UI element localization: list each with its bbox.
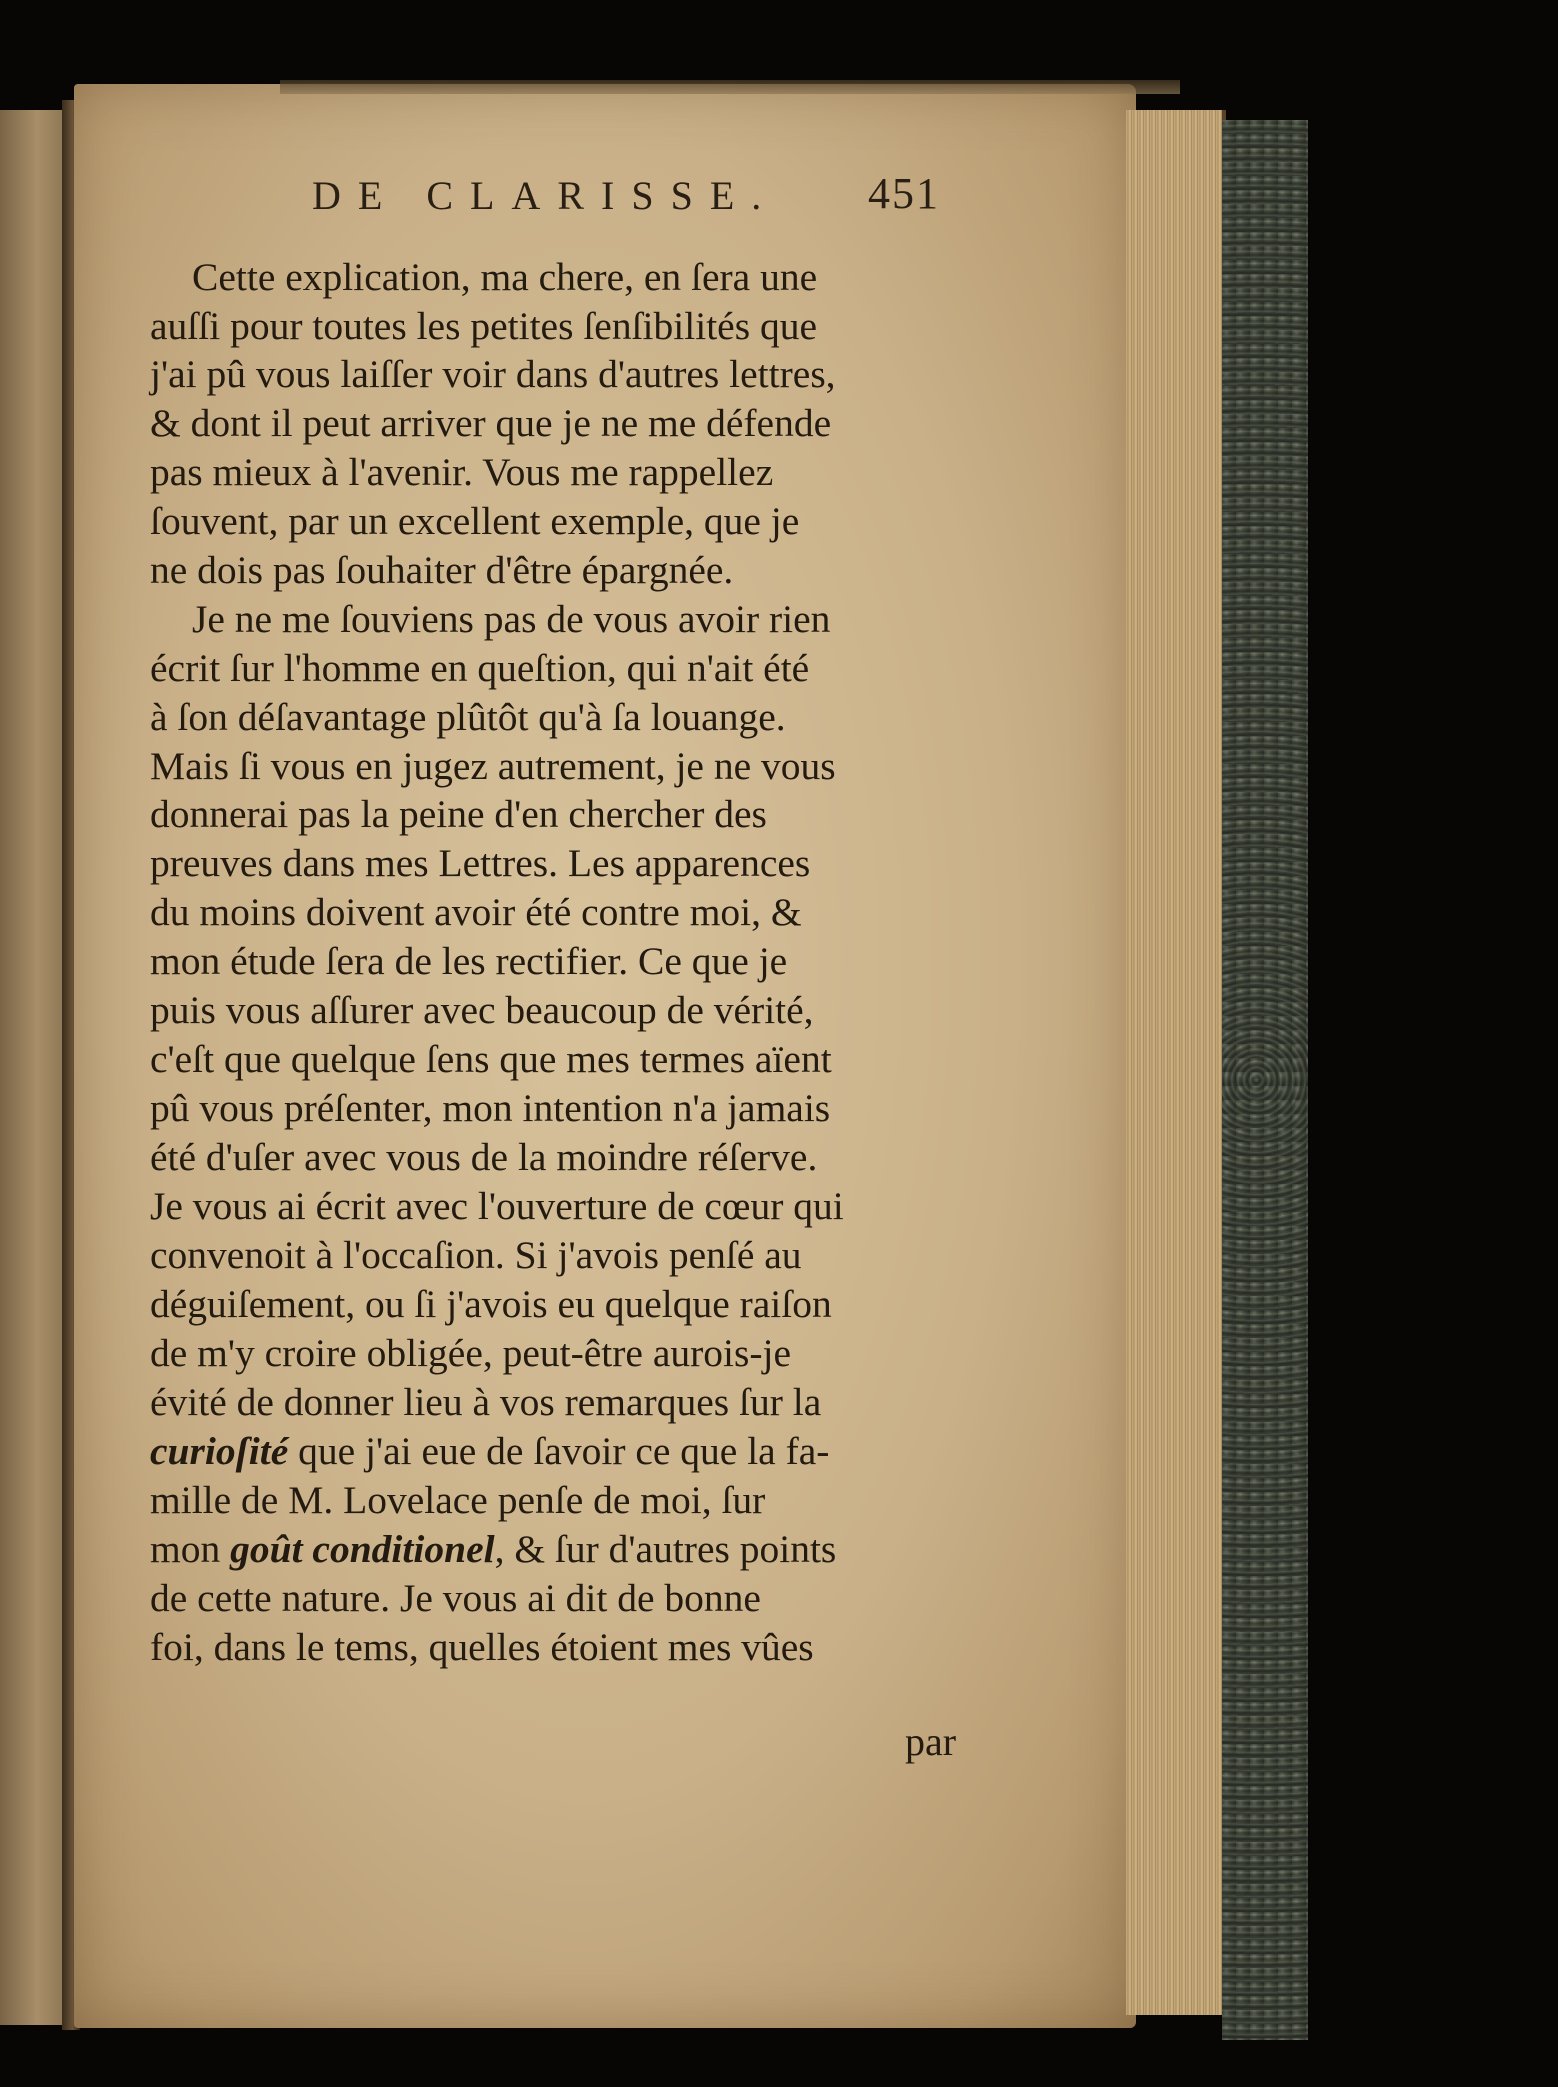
text-line: pas mieux à l'avenir. Vous me rappellez <box>150 450 774 494</box>
cover-texture <box>1222 120 1308 2040</box>
text-line: ſouvent, par un excellent exemple, que je <box>150 499 800 543</box>
text-line <box>150 1429 830 1473</box>
text-line: preuves dans mes Lettres. Les apparences <box>150 841 811 885</box>
page-number: 451 <box>868 169 940 218</box>
text-line <box>150 1527 837 1571</box>
text-line: pû vous préſenter, mon intention n'a jamais <box>150 1086 831 1130</box>
text-line: donnerai pas la peine d'en chercher des <box>150 792 767 836</box>
text-line: évité de donner lieu à vos remarques ſur la <box>150 1380 822 1424</box>
text-line: & dont il peut arriver que je ne me défende <box>150 401 832 445</box>
text-line-rest: que j'ai eue de ſavoir ce que la fa- <box>288 1429 830 1473</box>
text-line: ne dois pas ſouhaiter d'être épargnée. <box>150 548 734 592</box>
text-line: écrit ſur l'homme en queſtion, qui n'ait été <box>150 646 810 690</box>
text-line: Mais ſi vous en jugez autrement, je ne vous <box>150 744 836 788</box>
previous-page-edge <box>0 110 68 2025</box>
italic-term: curioſité <box>150 1429 289 1473</box>
fore-edge-pages <box>1126 110 1226 2015</box>
text-line: été d'uſer avec vous de la moindre réſerve. <box>150 1135 818 1179</box>
text-line: mon étude ſera de les rectifier. Ce que je <box>150 939 788 983</box>
text-line: auſſi pour toutes les petites ſenſibilités que <box>150 304 817 348</box>
text-line: Cette explication, ma chere, en ſera une <box>192 255 818 299</box>
text-line: à ſon déſavantage plûtôt qu'à ſa louange. <box>150 695 786 739</box>
italic-term: goût conditionel <box>230 1527 495 1571</box>
running-head: DE CLARISSE. <box>312 173 779 218</box>
text-line-rest: , & ſur d'autres points <box>494 1527 837 1571</box>
text-line: j'ai pû vous laiſſer voir dans d'autres lettres, <box>150 352 836 396</box>
text-line: mille de M. Lovelace penſe de moi, ſur <box>150 1478 766 1522</box>
text-line: de m'y croire obligée, peut-être aurois-je <box>150 1331 792 1375</box>
text-line: de cette nature. Je vous ai dit de bonne <box>150 1576 761 1620</box>
top-page-edge <box>280 80 1180 94</box>
text-line: du moins doivent avoir été contre moi, & <box>150 890 802 934</box>
text-line: Je ne me ſouviens pas de vous avoir rien <box>192 597 831 641</box>
text-line: foi, dans le tems, quelles étoient mes vûes <box>150 1625 814 1669</box>
text-line: Je vous ai écrit avec l'ouverture de cœur qui <box>150 1184 844 1228</box>
text-line: déguiſement, ou ſi j'avois eu quelque raiſon <box>150 1282 832 1326</box>
text-line: convenoit à l'occaſion. Si j'avois penſé au <box>150 1233 802 1277</box>
catchword: par <box>905 1719 957 1764</box>
text-line: c'eſt que quelque ſens que mes termes aïent <box>150 1037 832 1081</box>
text-line: puis vous aſſurer avec beaucoup de vérité, <box>150 988 814 1032</box>
text-line-start: mon <box>150 1527 231 1571</box>
